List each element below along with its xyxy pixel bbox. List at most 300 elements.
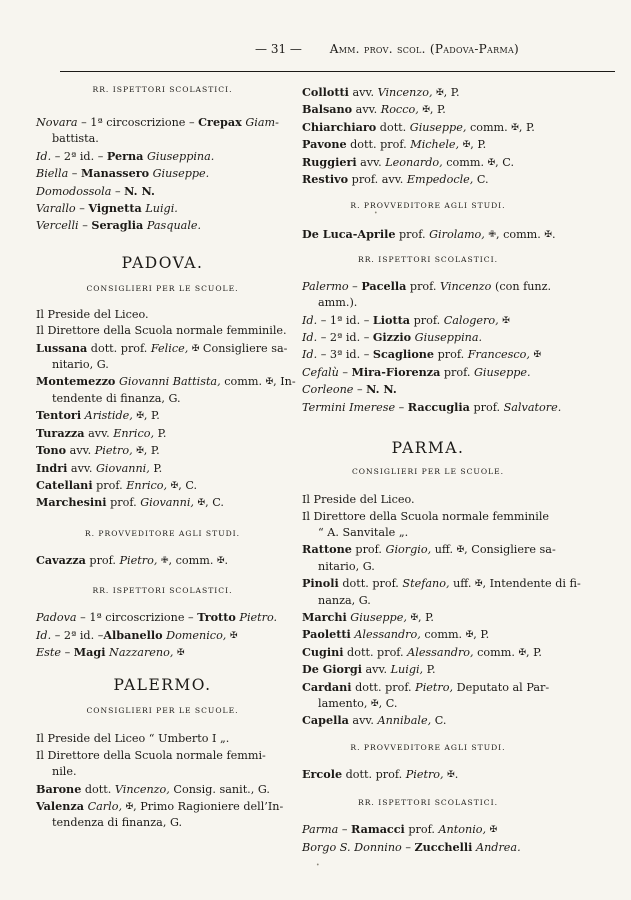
continuation-text: nile. — [52, 765, 77, 779]
continuation-text: amm.). — [318, 296, 358, 310]
person-given-name: Felice, — [150, 341, 189, 355]
suffix-text: , comm. — [495, 228, 541, 242]
suffix-text: C. — [473, 173, 489, 187]
entry-line — [302, 171, 554, 188]
title-text: dott. prof. — [351, 680, 416, 694]
separator: – — [51, 149, 64, 163]
person-given-name: Giuseppe, — [350, 610, 407, 624]
line-text: Il Direttore della Scuola normale femminile. — [36, 324, 287, 338]
suffix-text: , comm. — [168, 553, 214, 567]
person-given-name: Aristide, — [84, 409, 133, 423]
person-given-name: Giovanni, — [140, 496, 194, 510]
title-text: avv. — [352, 103, 381, 117]
entry-line — [302, 609, 554, 626]
place-name: Padova — [36, 611, 77, 625]
person-given-name: Giuseppina. — [146, 149, 215, 163]
text-line — [302, 509, 554, 525]
entry-line — [302, 679, 554, 696]
person-surname: Rattone — [302, 542, 352, 557]
decoration-icon: ✠ — [518, 647, 527, 658]
decoration-icon: ✠ — [489, 825, 498, 836]
line-text: Il Direttore della Scuola normale femminile — [302, 509, 550, 523]
person-surname: De Giorgi — [302, 662, 362, 677]
place-name: Varallo — [36, 202, 76, 216]
person-surname: Vignetta — [88, 201, 142, 216]
provveditore-padova — [36, 552, 289, 569]
title-text: dott. prof. — [342, 767, 406, 781]
text-line — [36, 323, 289, 339]
entry-line — [36, 460, 289, 477]
suffix-text: , Primo Ragioniere dell’In- — [133, 799, 284, 813]
entry-line — [36, 217, 289, 234]
person-surname: Zucchelli — [414, 839, 473, 854]
suffix-text: , P. — [518, 120, 535, 134]
section-heading: R. PROVVEDITORE AGLI STUDI. — [350, 742, 506, 752]
person-surname: Pacella — [361, 278, 407, 293]
title-text: avv. — [361, 663, 391, 677]
separator: – — [185, 116, 199, 129]
suffix-text: , C. — [178, 478, 198, 492]
entry-line — [302, 766, 554, 783]
role-text: 2ª id. — [63, 149, 95, 163]
person-surname: Tentori — [36, 408, 82, 423]
person-surname: Ruggieri — [302, 154, 357, 169]
separator: – — [401, 840, 415, 854]
print-speck: • — [316, 862, 320, 869]
person-given-name: Stefano, — [402, 577, 450, 591]
suffix-text: . — [224, 553, 229, 567]
entry-line — [302, 821, 554, 838]
suffix-text: , Consigliere sa- — [464, 543, 556, 557]
continuation-line — [36, 391, 289, 407]
line-text: Il Preside del Liceo “ Umberto I „. — [36, 732, 230, 746]
role-text: 1ª circoscrizione — [89, 611, 185, 625]
entry-line — [36, 781, 289, 798]
decoration-icon: ✠ — [456, 545, 465, 556]
separator: – — [75, 202, 89, 216]
entry-line — [36, 340, 289, 357]
person-surname: Cugini — [302, 644, 344, 659]
suffix-text: (con funz. — [491, 279, 552, 293]
suffix-text: uff. — [449, 577, 472, 591]
place-name: Id. — [302, 331, 318, 345]
entry-line — [36, 442, 289, 459]
place-name: Corleone — [302, 383, 354, 397]
person-given-name: Giovanni Battista, — [118, 375, 221, 389]
suffix-text: comm. — [420, 628, 463, 642]
person-surname: Catellani — [36, 477, 93, 492]
person-given-name: Giuseppe. — [473, 365, 531, 379]
decoration-icon: ✠ — [125, 801, 134, 812]
entry-line — [36, 200, 289, 217]
separator: – — [360, 348, 373, 362]
person-surname: Pinoli — [302, 576, 339, 591]
place-name: Domodossola — [36, 184, 112, 198]
entry-line — [302, 329, 554, 346]
title-text: dott. — [81, 782, 115, 796]
section-heading: CONSIGLIERI PER LE SCUOLE. — [86, 706, 239, 716]
line-text: Il Preside del Liceo. — [36, 307, 149, 321]
provveditore-parma — [302, 766, 554, 783]
continuation-line — [36, 764, 289, 780]
text-line — [36, 731, 289, 747]
person-surname: Crepax — [198, 115, 242, 129]
suffix-text: comm. — [442, 155, 485, 169]
separator: – — [360, 313, 373, 327]
entry-line — [36, 114, 289, 131]
separator: – — [61, 645, 74, 659]
separator: – — [184, 611, 198, 625]
continuation-line — [302, 525, 554, 541]
entry-line — [302, 119, 554, 136]
section-heading: CONSIGLIERI PER LE SCUOLE. — [86, 283, 239, 293]
decoration-icon: ✠ — [191, 343, 200, 354]
person-given-name: Rocco, — [380, 103, 419, 117]
person-surname: Barone — [36, 781, 82, 796]
suffix-text: , P. — [443, 86, 460, 99]
entry-line — [302, 226, 554, 243]
person-surname: Restivo — [302, 172, 349, 187]
person-surname: Ramacci — [351, 822, 405, 837]
separator: – — [317, 348, 330, 362]
title-text: prof. — [351, 543, 386, 557]
decoration-icon: ✠ — [462, 140, 471, 151]
suffix-text: P. — [154, 426, 167, 440]
suffix-text: uff. — [431, 543, 454, 557]
separator: – — [94, 149, 107, 163]
suffix-text: comm. — [473, 645, 515, 659]
place-name: Parma — [302, 823, 339, 837]
consiglieri-list-palermo — [36, 731, 289, 831]
decoration-icon: ✠ — [176, 647, 185, 658]
entry-line — [302, 346, 554, 363]
city-heading-parma: PARMA. — [391, 439, 465, 458]
decoration-icon: ✠ — [136, 411, 144, 422]
separator: – — [94, 628, 104, 642]
decoration-icon: ✠ — [170, 480, 179, 491]
entry-line — [302, 712, 554, 729]
person-given-name: Giuseppe. — [152, 167, 210, 181]
suffix-text: Consigliere sa- — [199, 341, 288, 355]
person-surname: Perna — [106, 148, 144, 163]
separator: – — [317, 331, 330, 345]
continuation-text: nanza, G. — [318, 593, 371, 607]
person-surname: Chiarchiaro — [302, 119, 377, 134]
line-text: Il Preside del Liceo. — [302, 493, 415, 507]
entry-line — [302, 278, 554, 295]
text-line — [36, 307, 289, 323]
role-text: 1ª id. — [329, 313, 361, 327]
person-surname: Scaglione — [372, 347, 435, 362]
person-surname: Trotto — [197, 610, 236, 625]
person-given-name: Girolamo, — [429, 228, 485, 242]
entry-line — [36, 644, 289, 661]
entry-line — [302, 399, 562, 416]
person-given-name: Giovanni, — [96, 461, 150, 475]
separator: – — [68, 167, 81, 181]
decoration-icon: ✠ — [410, 612, 418, 623]
person-given-name: Vincenzo, — [114, 782, 170, 796]
place-name: Id. — [302, 313, 318, 327]
entry-line — [36, 425, 289, 442]
role-text: 3ª id. — [329, 348, 361, 362]
entry-line — [36, 494, 289, 511]
suffix-text: , C. — [378, 696, 398, 710]
continuation-text: battista. — [52, 132, 99, 146]
decoration-icon: ✙ — [160, 555, 169, 566]
entry-line — [302, 312, 554, 329]
suffix-text: C. — [431, 714, 447, 728]
continuation-text: “ A. Sanvitale „. — [318, 525, 409, 539]
entry-line — [302, 364, 554, 381]
person-given-name: Nazzareno, — [109, 645, 174, 659]
person-given-name: Salvatore. — [503, 400, 562, 414]
person-given-name: Michele, — [410, 138, 460, 152]
entry-line — [36, 627, 289, 644]
inspectors-list-padova — [36, 609, 289, 661]
decoration-icon: ✠ — [474, 579, 483, 590]
consiglieri-list-palermo-continued — [302, 84, 554, 188]
title-text: prof. — [404, 823, 439, 837]
title-text: prof. — [410, 313, 444, 327]
person-given-name: Pietro, — [119, 553, 158, 567]
suffix-text: comm. — [466, 120, 508, 134]
continuation-line — [36, 815, 289, 831]
person-surname: Indri — [36, 460, 68, 475]
person-surname: Paoletti — [302, 627, 351, 642]
entry-line — [36, 165, 289, 182]
person-given-name: Vincenzo — [440, 279, 492, 293]
entry-line — [302, 101, 554, 118]
continuation-line — [302, 295, 554, 311]
decoration-icon: ✠ — [533, 350, 541, 361]
continuation-line — [302, 559, 554, 575]
decoration-icon: ✠ — [422, 105, 430, 116]
person-surname: Collotti — [302, 85, 349, 99]
person-given-name: Giuseppina. — [414, 331, 483, 345]
entry-line — [302, 575, 581, 592]
person-surname: Pavone — [302, 137, 347, 152]
separator: – — [77, 116, 91, 129]
entry-line — [302, 136, 554, 153]
place-name: Id. — [36, 628, 52, 642]
suffix-text: , P. — [470, 138, 487, 152]
person-given-name: Enrico, — [126, 478, 168, 492]
title-text: prof. — [469, 400, 504, 414]
entry-line — [302, 626, 554, 643]
person-given-name: Vincenzo, — [377, 86, 433, 99]
place-name: Cefalù — [302, 365, 339, 379]
person-given-name: Domenico, — [166, 628, 227, 642]
entry-line — [302, 661, 554, 678]
city-heading-padova: PADOVA. — [121, 253, 204, 272]
person-given-name: Alessandro, — [407, 645, 474, 659]
title-text: avv. — [66, 444, 95, 458]
provveditore-palermo — [302, 226, 554, 243]
suffix-text: , P. — [473, 628, 490, 642]
entry-line — [36, 477, 289, 494]
person-given-name: Andrea. — [476, 840, 521, 854]
entry-line — [302, 84, 554, 101]
header-rule — [60, 71, 615, 72]
entry-line — [302, 154, 554, 171]
person-given-name: Giuseppe, — [409, 120, 467, 134]
person-surname: Magi — [73, 644, 106, 659]
text-line — [36, 748, 289, 764]
separator: – — [360, 331, 373, 345]
title-text: dott. prof. — [346, 138, 411, 152]
person-surname: Marchi — [302, 609, 347, 624]
suffix-text: , Intendente di fi- — [482, 577, 581, 591]
person-surname: Valenza — [36, 798, 85, 813]
entry-line — [302, 839, 554, 856]
inspectors-list-parma — [302, 821, 554, 856]
right-column — [302, 84, 581, 856]
person-surname: Balsano — [302, 102, 353, 117]
person-surname: Lussana — [36, 340, 88, 355]
entry-line — [36, 798, 289, 815]
person-surname: Ercole — [302, 766, 343, 781]
suffix-text: comm. — [220, 375, 263, 389]
person-given-name: Enrico, — [113, 426, 155, 440]
section-heading: RR. ISPETTORI SCOLASTICI. — [92, 85, 233, 94]
suffix-text: , P. — [143, 409, 160, 423]
person-surname: Montemezzo — [36, 374, 116, 389]
place-name: Palermo — [302, 279, 349, 293]
title-text: prof. — [440, 365, 474, 379]
entry-line — [302, 381, 554, 398]
person-given-name: Pasquale. — [146, 219, 202, 233]
section-heading: RR. ISPETTORI SCOLASTICI. — [357, 798, 498, 808]
title-text: prof. — [434, 348, 468, 362]
person-surname: Seraglia — [91, 218, 144, 233]
title-text: avv. — [84, 426, 114, 440]
continuation-text: nitario, G. — [52, 358, 109, 372]
suffix-text: Deputato al Par- — [453, 680, 550, 694]
person-given-name: Pietro, — [415, 680, 454, 694]
place-name: Vercelli — [36, 219, 79, 233]
decoration-icon: ✠ — [511, 122, 519, 133]
title-text: dott. prof. — [338, 577, 403, 591]
title-text: prof. — [395, 228, 430, 242]
place-name: Novara — [36, 116, 78, 129]
separator: – — [338, 365, 352, 379]
person-given-name: Luigi. — [145, 202, 178, 216]
person-surname: Albanello — [103, 627, 163, 642]
title-text: prof. — [85, 553, 120, 567]
decoration-icon: ✙ — [488, 230, 496, 241]
entry-line — [36, 373, 296, 390]
suffix-text: , In- — [273, 375, 296, 389]
separator: – — [317, 313, 330, 327]
place-name: Biella — [36, 167, 69, 181]
person-surname: Manassero — [80, 166, 150, 181]
continuation-line — [302, 696, 554, 712]
place-name: Borgo S. Donnino — [302, 840, 402, 854]
entry-line — [302, 644, 554, 661]
title-text: prof. — [92, 478, 127, 492]
text-line — [302, 492, 554, 508]
line-text: Il Direttore della Scuola normale femmi- — [36, 748, 266, 762]
decoration-icon: ✠ — [229, 630, 238, 641]
separator: – — [51, 628, 64, 642]
person-surname: Liotta — [372, 312, 411, 327]
person-given-name: Antonio, — [438, 823, 487, 837]
place-name: Id. — [302, 348, 318, 362]
role-text: 2ª id. — [329, 331, 361, 345]
separator: – — [353, 383, 367, 397]
person-given-name: Pietro. — [239, 611, 278, 625]
person-given-name: Pietro, — [94, 444, 133, 458]
person-given-name: Giam- — [245, 116, 279, 129]
title-text: avv. — [67, 461, 96, 475]
separator: – — [111, 184, 125, 198]
title-text: prof. avv. — [348, 173, 407, 187]
title-text: avv. — [356, 155, 386, 169]
continuation-text: lamento, — [318, 696, 368, 710]
place-name: Termini Imerese — [302, 400, 396, 414]
title-text: prof. — [406, 279, 441, 293]
person-surname: N. N. — [124, 183, 155, 198]
continuation-text: nitario, G. — [318, 559, 375, 573]
decoration-icon: ✠ — [136, 446, 144, 457]
entry-line — [36, 183, 289, 200]
suffix-text: , P. — [143, 444, 160, 458]
section-heading: RR. ISPETTORI SCOLASTICI. — [357, 254, 498, 264]
person-surname: Cavazza — [36, 552, 86, 567]
person-given-name: Luigi, — [390, 663, 424, 677]
section-heading: RR. ISPETTORI SCOLASTICI. — [92, 586, 233, 596]
separator: – — [78, 219, 92, 233]
left-column — [36, 84, 296, 832]
page-number: — 31 — — [255, 42, 302, 56]
running-head: Amm. prov. scol. (Padova-Parma) — [329, 42, 520, 56]
suffix-text: . — [551, 228, 556, 242]
role-text: 2ª id. — [63, 628, 95, 642]
person-surname: Capella — [302, 713, 349, 728]
person-surname: Marchesini — [36, 495, 107, 510]
person-given-name: Francesco, — [467, 348, 530, 362]
suffix-text: , C. — [495, 155, 515, 169]
section-heading: CONSIGLIERI PER LE SCUOLE. — [351, 467, 505, 477]
section-heading: R. PROVVEDITORE AGLI STUDI. — [84, 528, 241, 538]
suffix-text: , C. — [205, 496, 224, 510]
page-header — [255, 42, 615, 56]
separator: – — [338, 823, 352, 837]
decoration-icon: ✠ — [544, 230, 552, 241]
role-text: 1ª circoscrizione — [90, 116, 186, 129]
person-surname: Mira-Fiorenza — [351, 364, 441, 379]
person-given-name: Leonardo, — [385, 155, 443, 169]
continuation-line — [36, 357, 289, 373]
decoration-icon: ✠ — [265, 377, 274, 388]
person-surname: Turazza — [36, 425, 85, 440]
decoration-icon: ✠ — [487, 157, 496, 168]
person-given-name: Giorgio, — [385, 543, 432, 557]
person-surname: Cardani — [302, 679, 352, 694]
consiglieri-list-parma — [302, 492, 581, 730]
place-name: Este — [36, 645, 62, 659]
continuation-line — [302, 593, 554, 609]
place-name: Id. — [36, 149, 52, 163]
decoration-icon: ✠ — [465, 630, 474, 641]
title-text: prof. — [106, 496, 141, 510]
entry-line — [302, 541, 554, 558]
title-text: dott. prof. — [87, 341, 151, 355]
suffix-text: , P. — [418, 610, 434, 624]
entry-line — [36, 407, 289, 424]
suffix-text: , P. — [429, 103, 446, 117]
